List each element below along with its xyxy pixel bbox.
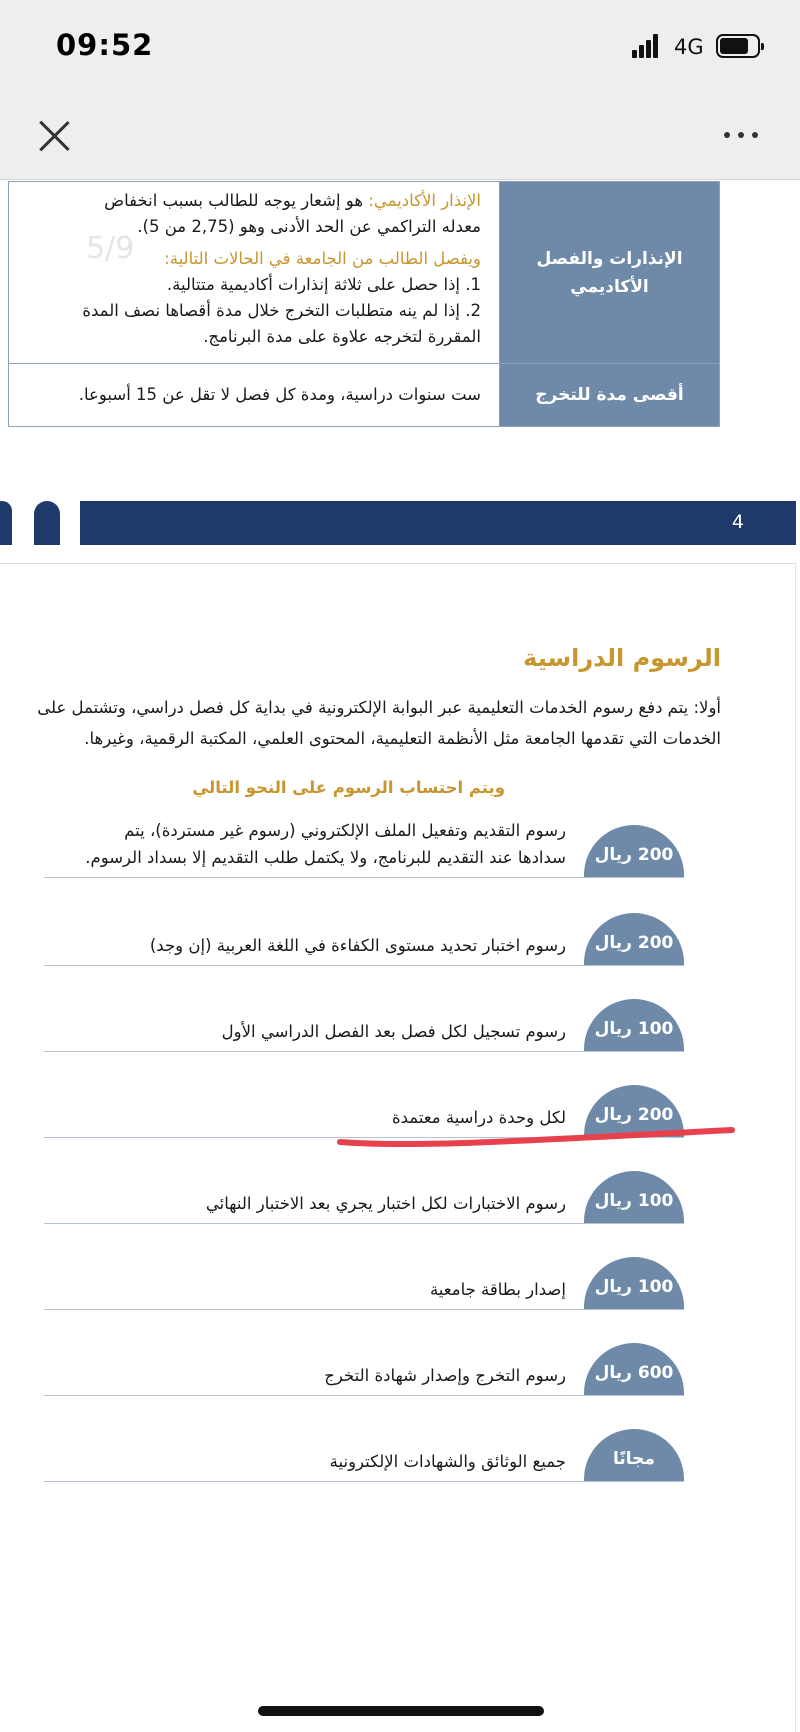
table-row-body: ست سنوات دراسية، ومدة كل فصل لا تقل عن 15 أسبوعا. (9, 364, 500, 427)
fee-amount-badge: 200 ريال (584, 913, 684, 965)
page-footer (0, 501, 800, 545)
fee-description: رسوم التخرج وإصدار شهادة التخرج (324, 1366, 566, 1385)
fee-description: رسوم الاختبارات لكل اختبار يجري بعد الاختبار النهائي (205, 1194, 566, 1213)
close-icon[interactable] (36, 118, 72, 154)
regulations-table (8, 181, 720, 427)
table-row (9, 182, 720, 364)
table-row (9, 364, 720, 427)
fee-amount-badge: 200 ريال (584, 825, 684, 877)
warning-label: الإنذار الأكاديمي: (368, 190, 481, 210)
signal-icon (632, 34, 666, 58)
red-underline-annotation (336, 1118, 736, 1148)
footer-decoration (34, 501, 60, 545)
fee-description: لكل وحدة دراسية معتمدة (391, 1108, 566, 1127)
dismissal-heading: ويفصل الطالب من الجامعة في الحالات التالية: (164, 248, 481, 268)
table-row-header: الإنذارات والفصل الأكاديمي (500, 182, 720, 364)
footer-bar (80, 501, 796, 545)
intro-line: الخدمات التي تقدمها الجامعة مثل الأنظمة التعليمية، المحتوى العلمي، المكتبة الرقمية، وغيرها. (84, 729, 721, 748)
fee-item (44, 1168, 684, 1224)
body-line: 1. إذا حصل على ثلاثة إنذارات أكاديمية متتالية. (166, 274, 481, 294)
viewer-toolbar (0, 100, 800, 180)
fee-item (44, 1254, 684, 1310)
fee-item (44, 816, 684, 878)
fee-item (44, 1340, 684, 1396)
warning-definition-line (27, 188, 481, 214)
fee-description: إصدار بطاقة جامعية (429, 1280, 566, 1299)
battery-icon (716, 34, 760, 58)
footer-decoration (0, 501, 12, 545)
fee-amount-badge: 100 ريال (584, 999, 684, 1051)
intro-line: أولا: يتم دفع رسوم الخدمات التعليمية عبر البوابة الإلكترونية في بداية كل فصل دراسي، وتشتمل على (37, 698, 721, 717)
home-indicator[interactable] (258, 1706, 544, 1716)
fee-description: رسوم اختبار تحديد مستوى الكفاءة في اللغة العربية (إن وجد) (149, 936, 566, 955)
status-bar (0, 0, 800, 100)
page-number: 4 (731, 511, 744, 533)
intro-paragraph (0, 692, 721, 754)
status-time: 09:52 (56, 28, 154, 62)
fees-subheading: ويتم احتساب الرسوم على النحو التالي (192, 778, 505, 797)
fee-item (44, 996, 684, 1052)
document-page-4 (0, 181, 800, 561)
fee-description-line: رسوم التقديم وتفعيل الملف الإلكتروني (رسوم غير مستردة)، يتم (124, 821, 566, 840)
section-title: الرسوم الدراسية (523, 644, 721, 672)
fee-amount-badge: 100 ريال (584, 1257, 684, 1309)
table-row-header: أقصى مدة للتخرج (500, 364, 720, 427)
warning-text: هو إشعار يوجه للطالب بسبب انخفاض (104, 190, 364, 210)
fee-description (56, 817, 566, 871)
fee-item (44, 910, 684, 966)
fee-item (44, 1426, 684, 1482)
fee-amount-badge: مجانًا (584, 1429, 684, 1481)
more-options-icon[interactable] (724, 132, 764, 142)
fee-amount-badge: 600 ريال (584, 1343, 684, 1395)
ghost-page-indicator: 5/9 (86, 231, 135, 266)
fee-description: رسوم تسجيل لكل فصل بعد الفصل الدراسي الأول (221, 1022, 566, 1041)
body-line: المقررة لتخرجه علاوة على مدة البرنامج. (203, 326, 481, 346)
network-type: 4G (674, 35, 704, 59)
table-row-body (9, 182, 500, 364)
fee-description: جميع الوثائق والشهادات الإلكترونية (329, 1452, 566, 1471)
body-line: 2. إذا لم ينه متطلبات التخرج خلال مدة أقصاها نصف المدة (82, 300, 481, 320)
fee-amount-badge: 200 ريال (584, 1085, 684, 1137)
fee-description-line: سدادها عند التقديم للبرنامج، ولا يكتمل طلب التقديم إلا بسداد الرسوم. (85, 848, 566, 867)
body-line: معدله التراكمي عن الحد الأدنى وهو (2,75 من 5). (137, 216, 481, 236)
fee-amount-badge: 100 ريال (584, 1171, 684, 1223)
